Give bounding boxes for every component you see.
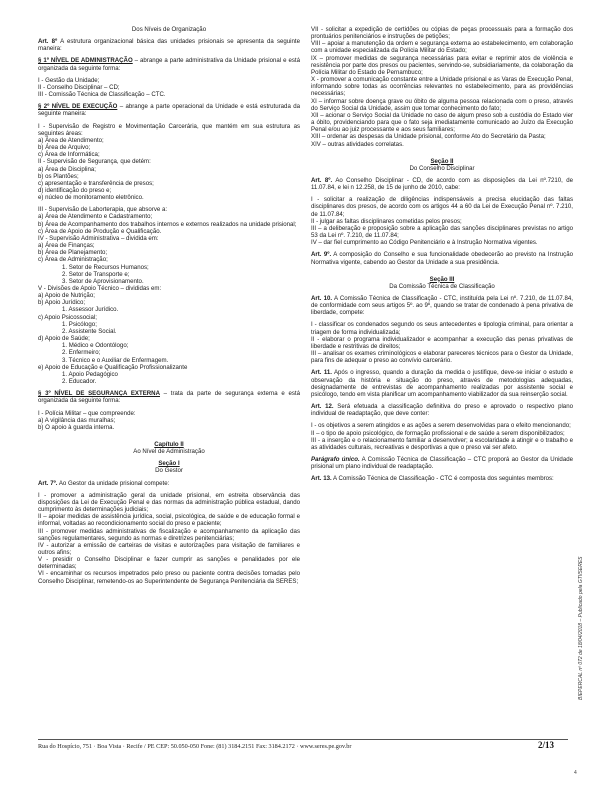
right-column: [311, 26, 573, 482]
list-item: I - solicitar a realização de diligências indispensáveis a precisa elucidação das faltas disciplinares dos presos, de acordo com os artigos 44 a 60 da Lei de Execução Penal nº. 7.210, de 11.07.84;: [311, 196, 573, 218]
list-item: X - promover a comunicação constante entre a Unidade prisional e as Varas de Execução Penal, informando sobre todas as ocorrências relevantes no estabelecimento, para as providências necessárias;: [311, 76, 573, 98]
list-item: IV – dar fiel cumprimento ao Código Penitenciário e à Instrução Normativa vigentes.: [311, 239, 538, 247]
list-item: XIV – outras atividades correlatas.: [311, 140, 404, 148]
list-item: 3. Setor de Aprovisionamento.: [62, 277, 144, 285]
article-7: Art. 7º. Ao Gestor da unidade prisional compete:: [38, 479, 170, 487]
section-heading: Seção II: [430, 157, 454, 165]
list-item: III – analisar os exames criminológicos e elaborar pareceres técnicos para o Gestor da Unidade, para fins de adequar o preso ao convívio carcerário.: [311, 350, 573, 365]
list-item: I - Supervisão de Registro e Movimentação Carcerária, que mantém em sua estrutura as seguintes áreas:: [38, 122, 300, 137]
side-publication-note: BIEPERCAL nº 072 de 18/04/2018 – Publicado pela GTI/SERES: [578, 556, 584, 700]
section-subtitle: Do Gestor: [155, 467, 183, 475]
list-item: b) os Plantões;: [38, 172, 79, 180]
article-10: Art. 10. A Comissão Técnica de Classificação - CTC, instituída pela Lei nº. 7.210, de 11.07.84, de conformidade com seus artigos 5º. ao 9º, quando se tratar de condenado à pena privativa de liberdade, compete:: [311, 295, 573, 317]
paragraph-2-execution: § 2º NÍVEL DE EXECUÇÃO – abrange a parte operacional da Unidade e está estruturada da seguinte maneira:: [38, 103, 300, 118]
list-item: c) Área de Administração;: [38, 256, 108, 264]
list-item: XIII – ordenar as despesas da Unidade prisional, conforme Ato do Secretário da Pasta;: [311, 133, 546, 141]
list-item: a) Apoio de Nutrição;: [38, 292, 95, 300]
list-item: I - classificar os condenados segundo os seus antecedentes e tipologia criminal, para orientar a triagem de forma individualizada;: [311, 321, 573, 336]
list-item: d) identificação do preso e;: [38, 186, 112, 194]
list-item: b) Apoio Jurídico;: [38, 299, 86, 307]
list-item: VII - solicitar a expedição de certidões ou cópias de peças processuais para a formação dos prontuários penitenciários e instruções de petições;: [311, 26, 573, 41]
paragraph-1-admin: § 1º NÍVEL DE ADMINISTRAÇÃO – abrange a parte administrativa da Unidade prisional e está organizada da seguinte forma:: [38, 57, 300, 72]
page-number: 2/13: [538, 740, 555, 750]
list-item: III - Comissão Técnica de Classificação – CTC.: [38, 91, 166, 99]
list-item: c) Área de Informática;: [38, 151, 100, 159]
list-item: b) O apoio à guarda interna.: [38, 423, 115, 431]
list-item: 2. Enfermeiro;: [62, 349, 101, 357]
list-item: III - Supervisão de Laborterapia, que absorve a:: [38, 206, 168, 214]
list-item: b) Área de Planejamento;: [38, 249, 108, 257]
list-item: 2. Setor de Transporte e;: [62, 270, 130, 278]
list-item: III - promover medidas administrativas de fiscalização e acompanhamento da aplicação das sanções regulamentares, segundo as normas e diretrizes penitenciárias;: [38, 527, 300, 542]
sole-paragraph: Parágrafo único. A Comissão Técnica de Classificação – CTC proporá ao Gestor da Unidade prisional um plano individual de readaptação.: [311, 455, 573, 471]
list-item: b) Área de Arquivo;: [38, 144, 91, 152]
list-item: e) núcleo de monitoramento eletrônico.: [38, 194, 144, 202]
list-item: IV - autorizar a emissão de carteiras de visitas e autorizações para visitação de familiares e outros afins;: [38, 541, 300, 556]
list-item: 1. Setor de Recursos Humanos;: [62, 263, 149, 271]
list-item: II - elaborar o programa individualizador e acompanhar a execução das penas privativas de liberdade e restritivas de direitos;: [311, 335, 573, 350]
section-heading: Seção III: [429, 275, 455, 283]
article-8-cd: Art. 8º. Ao Conselho Disciplinar - CD, de acordo com as disposições da Lei nº.7210, de 11.07.84, e lei n 12.258, de 15 de junho de 2010, cabe:: [311, 176, 574, 192]
list-item: 3. Técnico e o Auxiliar de Enfermagem.: [62, 356, 169, 364]
chapter-heading: Capítulo II: [154, 440, 184, 448]
list-item: I - Gestão da Unidade;: [38, 76, 100, 84]
list-item: a) Área de Atendimento;: [38, 136, 104, 144]
list-item: b) Área de Acompanhamento dos trabalhos internos e externos realizados na unidade prisional;: [38, 220, 297, 228]
page-mark: 4: [574, 770, 577, 776]
paragraph-3-external-security: § 3º NÍVEL DE SEGURANÇA EXTERNA – trata da parte de segurança externa e está organizada da seguinte forma:: [38, 390, 300, 405]
section-subtitle: Do Conselho Disciplinar: [409, 164, 475, 172]
list-item: d) Apoio de Saúde;: [38, 335, 90, 343]
article-9: Art. 9º. A composição do Conselho e sua funcionalidade obedecerão ao previsto na Instrução Normativa vigente, cabendo ao Gestor da Unidade a sua presidência.: [311, 251, 573, 266]
list-item: 1. Médico e Odontólogo;: [62, 342, 129, 350]
list-item: XII – acionar o Serviço Social da Unidade no caso de algum preso sob a custódia do Estado vier a óbito, providenciando para que o fato seja imediatamente comunicado ao Juízo da Execução Penal e/ou ao juiz processante e aos seus familiares;: [311, 111, 573, 134]
list-item: 1. Psicólogo;: [62, 320, 97, 328]
list-item: V - Divisões de Apoio Técnico – divididas em:: [38, 285, 162, 292]
list-item: a) A vigilância das muralhas;: [38, 416, 116, 424]
list-item: a) Área de Atendimento e Cadastramento;: [38, 213, 153, 221]
chapter-subtitle: Ao Nível de Administração: [133, 448, 205, 456]
list-item: c) Área de Apoio de Produção e Qualificação.: [38, 227, 162, 235]
list-item: IX – promover medidas de segurança necessárias para evitar e reprimir atos de violência e resistência por parte dos presos ou pacientes, servindo-se, subsidiariamente, da colaboração da Polícia Militar do Estado de Pernambuco;: [311, 54, 573, 76]
left-column: [38, 26, 300, 585]
list-item: 1. Apoio Pedagógico: [62, 370, 118, 378]
article-8: Art. 8º A estrutura organizacional básica das unidades prisionais se apresenta da seguinte maneira:: [38, 38, 300, 53]
list-item: III - a inserção e o relacionamento familiar a desenvolver; a escolaridade a atingir e o trabalho e as atividades culturais, recreativas e desportivas a que o preso vai ser afeto.: [311, 436, 573, 451]
list-item: 1. Assessor Jurídico.: [62, 306, 119, 314]
list-item: 2. Assistente Social.: [62, 327, 117, 335]
list-item: 2. Educador.: [62, 378, 97, 386]
list-item: IV - Supervisão Administrativa – dividida em:: [38, 234, 159, 242]
list-item: XI – informar sobre doença grave ou óbito de alguma pessoa relacionada com o preso, através do Serviço Social da Unidade, assim que tomar conhecimento do fato;: [311, 97, 573, 112]
list-item: c) apresentação e transferência de presos;: [38, 179, 154, 187]
list-item: I - promover a administração geral da unidade prisional, em estreita observância das disposições da Lei de Execução Penal e das normas da administração pública estadual, dando cumprimento às determinações judiciais;: [38, 491, 300, 514]
list-item: I - Polícia Militar – que compreende:: [38, 409, 136, 417]
footer-address: Rua do Hospício, 751 · Boa Vista · Recife / PE CEP: 50.050-050 Fone: (81) 3184.2151 Fax: 3184.2172 · www.seres.pe.gov.br: [38, 743, 352, 750]
article-12: Art. 12. Será efetuada a classificação definitiva do preso e aprovado o respectivo plano individual de readaptação, que deve conter:: [311, 403, 573, 418]
list-item: V - presidir o Conselho Disciplinar e fazer cumprir as sanções e penalidades por ele determinadas;: [38, 556, 300, 571]
list-item: II - Supervisão de Segurança, que detém:: [38, 158, 151, 166]
list-item: VI - encaminhar os recursos impetrados pelo preso ou paciente contra decisões tomadas pelo Conselho Disciplinar, remetendo-os ao Superintendente de Segurança Penitenciária da SERES;: [38, 570, 300, 585]
list-item: I - os objetivos a serem atingidos e as ações a serem desenvolvidas para o efeito mencionando;: [311, 422, 571, 430]
article-11: Art. 11. Após o ingresso, quando a duração da medida o justifique, deve-se iniciar o estudo e observação da história e situação do preso, através de metodologias adequadas, designadamente de entrevistas de acompanhamento realizadas por assistente social e psicólogo, tendo em vista planificar um acompanhamento viabilizador da sua reinserção social.: [311, 369, 573, 398]
list-item: a) Área de Finanças;: [38, 242, 95, 250]
list-item: II – o tipo de apoio psicológico, de formação profissional e de saúde a serem disponibilizados;: [311, 429, 565, 437]
section-subtitle: Da Comissão Técnica de Classificação: [389, 282, 495, 290]
section-heading: Seção I: [158, 460, 180, 468]
article-13: Art. 13. A Comissão Técnica de Classificação - CTC é composta dos seguintes membros:: [311, 475, 554, 483]
list-item: III – a deliberação e proposição sobre a aplicação das sanções disciplinares previstas no artigo 53 da Lei nº. 7.210, de 11.07.84;: [311, 224, 573, 240]
list-item: II - julgar as faltas disciplinares cometidas pelos presos;: [311, 217, 462, 225]
list-item: c) Apoio Psicossocial;: [38, 313, 97, 321]
list-item: a) Área de Disciplina;: [38, 165, 96, 173]
footer-divider: [38, 739, 568, 740]
list-item: II – apoiar medidas de assistência jurídica, social, psicológica, de saúde e de educação formal e informal, voltadas ao recondicionamento social do preso e paciente;: [38, 513, 300, 528]
list-item: VIII – apoiar a manutenção da ordem e segurança externa ao estabelecimento, em colaboração com a unidade especializada da Polícia Militar do Estado;: [311, 40, 573, 55]
list-item: II - Conselho Disciplinar – CD;: [38, 83, 120, 91]
list-item: e) Apoio de Educação e Qualificação Profissionalizante: [38, 363, 188, 371]
chapter-subtitle: Dos Níveis de Organização: [131, 26, 207, 33]
